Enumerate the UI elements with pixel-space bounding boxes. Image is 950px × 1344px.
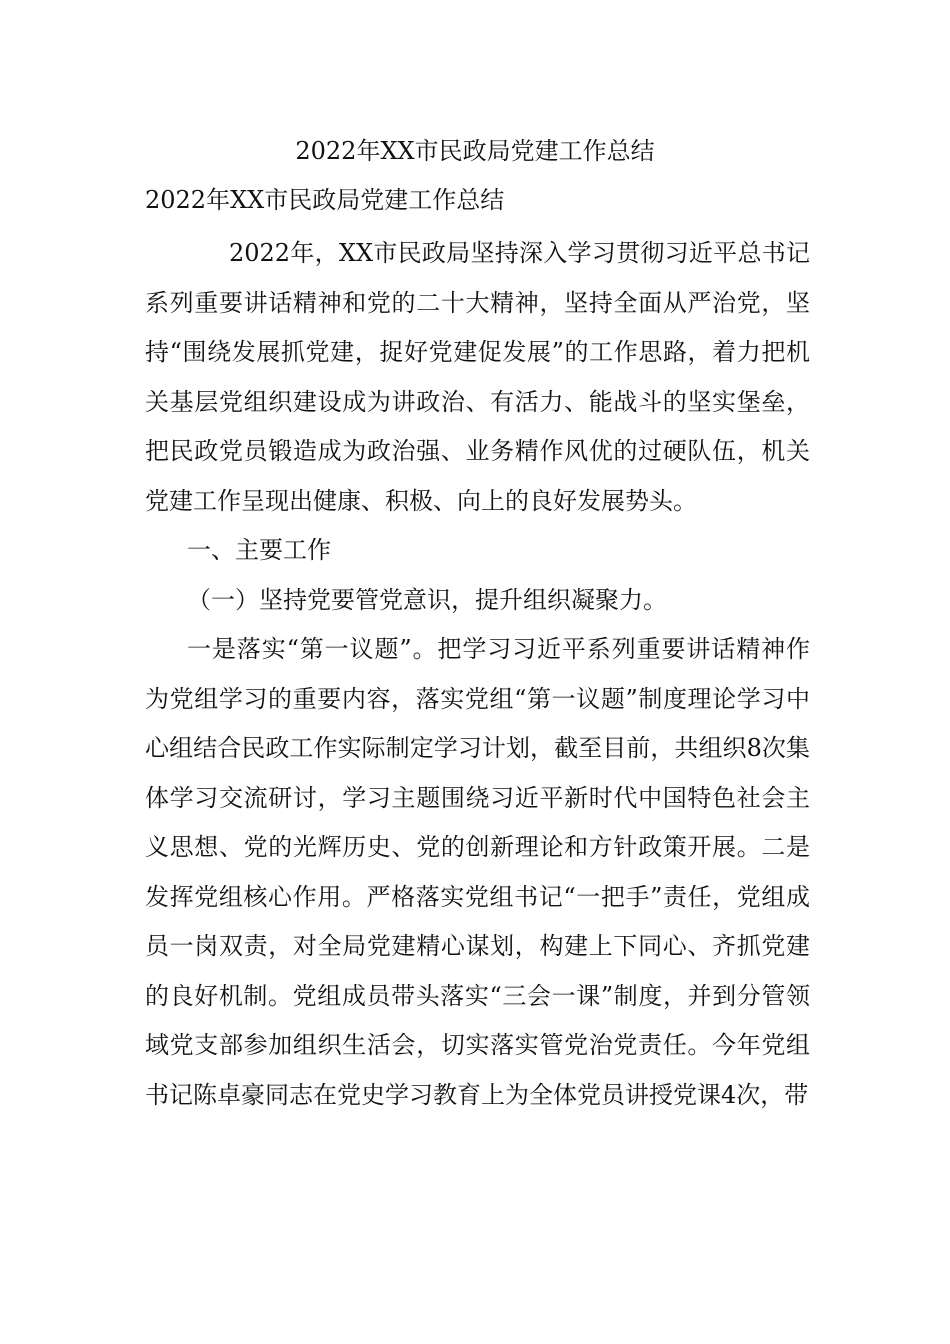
document-title: 2022年XX市民政局党建工作总结 [295, 137, 655, 165]
document-subtitle: 2022年XX市民政局党建工作总结 [145, 186, 505, 214]
subsection-heading-party-management: （一）坚持党要管党意识，提升组织凝聚力。 [187, 585, 667, 614]
section-heading-main-work: 一、主要工作 [187, 536, 331, 564]
intro-paragraph: 2022年，XX市民政局坚持深入学习贯彻习近平总书记系列重要讲话精神和党的二十大精神，坚持全面从严治党，坚持“围绕发展抓党建，捉好党建促发展”的工作思路，着力把机关基层党组织建设成为讲政治、有活力、能战斗的坚实堡垒，把民政党员锻造成为政治强、业务精作风优的过硬队伍，机关党建工作呈现出健康、积极、向上的良好发展势头。 [145, 239, 810, 515]
document-body [145, 229, 810, 1120]
work-item-paragraph: 一是落实“第一议题”。把学习习近平系列重要讲话精神作为党组学习的重要内容，落实党组“第一议题”制度理论学习中心组结合民政工作实际制定学习计划，截至目前，共组织8次集体学习交流研讨，学习主题围绕习近平新时代中国特色社会主义思想、党的光辉历史、党的创新理论和方针政策开展。二是发挥党组核心作用。严格落实党组书记“一把手”责任，党组成员一岗双责，对全局党建精心谋划，构建上下同心、齐抓党建的良好机制。党组成员带头落实“三会一课”制度，并到分管领域党支部参加组织生活会，切实落实管党治党责任。今年党组书记陈卓豪同志在党史学习教育上为全体党员讲授党课4次，带 [145, 635, 810, 1109]
